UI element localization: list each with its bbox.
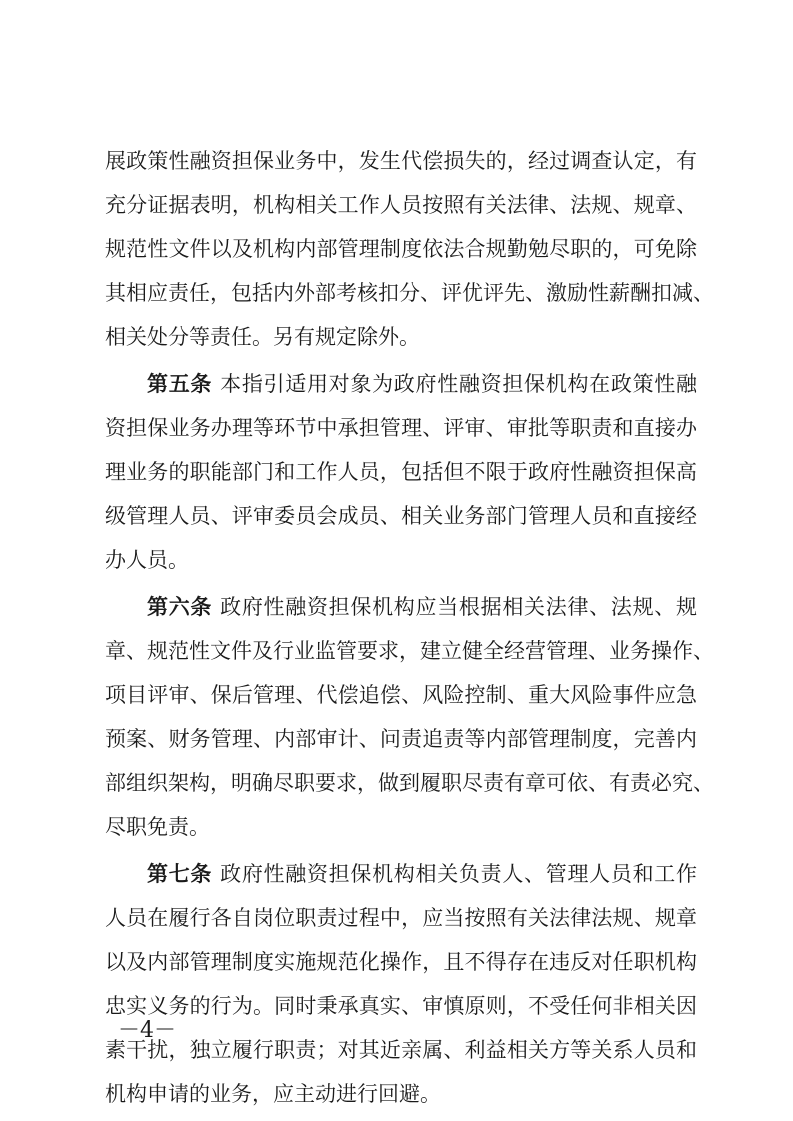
text-line: 项目评审、保后管理、代偿追偿、风险控制、重大风险事件应急: [105, 683, 697, 707]
article-text: 政府性融资担保机构应当根据相关法律、法规、规: [220, 595, 697, 619]
text-line: [105, 585, 697, 629]
page-number: －4－: [118, 1018, 176, 1043]
article-title: 第六条: [147, 595, 213, 619]
body-text: [105, 139, 714, 1116]
text-line: 相关处分等责任。另有规定除外。: [105, 325, 420, 349]
text-line: 规范性文件以及机构内部管理制度依法合规勤勉尽职的，可免除: [105, 237, 697, 261]
article-title: 第七条: [147, 862, 213, 886]
text-line: 充分证据表明，机构相关工作人员按照有关法律、法规、规章、: [105, 193, 697, 217]
text-line: 理业务的职能部门和工作人员，包括但不限于政府性融资担保高: [105, 460, 697, 484]
text-line: 部组织架构，明确尽职要求，做到履职尽责有章可依、有责必究、: [105, 771, 714, 795]
text-line: 素干扰，独立履行职责；对其近亲属、利益相关方等关系人员和: [105, 1038, 697, 1062]
text-line: 其相应责任，包括内外部考核扣分、评优评先、激励性薪酬扣减、: [105, 281, 714, 305]
text-line: 机构申请的业务，应主动进行回避。: [105, 1082, 441, 1106]
text-line: 人员在履行各自岗位职责过程中，应当按照有关法律法规、规章: [105, 906, 697, 930]
text-line: 忠实义务的行为。同时秉承真实、审慎原则，不受任何非相关因: [105, 994, 697, 1018]
text-line: 尽职免责。: [105, 815, 210, 839]
article-title: 第五条: [147, 372, 213, 396]
article-text: 政府性融资担保机构相关负责人、管理人员和工作: [220, 862, 697, 886]
text-line: 以及内部管理制度实施规范化操作，且不得存在违反对任职机构: [105, 950, 697, 974]
article-7: [105, 852, 697, 1116]
text-line: 资担保业务办理等环节中承担管理、评审、审批等职责和直接办: [105, 416, 697, 440]
article-5: [105, 362, 697, 582]
text-line: 展政策性融资担保业务中，发生代偿损失的，经过调查认定，有: [105, 149, 697, 173]
article-text: 本指引适用对象为政府性融资担保机构在政策性融: [220, 372, 697, 396]
article-6: [105, 585, 714, 849]
text-line: 章、规范性文件及行业监管要求，建立健全经营管理、业务操作、: [105, 639, 714, 663]
paragraph-continuation: [105, 139, 714, 359]
text-line: 办人员。: [105, 548, 189, 572]
text-line: 预案、财务管理、内部审计、问责追责等内部管理制度，完善内: [105, 727, 697, 751]
text-line: 级管理人员、评审委员会成员、相关业务部门管理人员和直接经: [105, 504, 697, 528]
text-line: [105, 362, 697, 406]
text-line: [105, 852, 697, 896]
